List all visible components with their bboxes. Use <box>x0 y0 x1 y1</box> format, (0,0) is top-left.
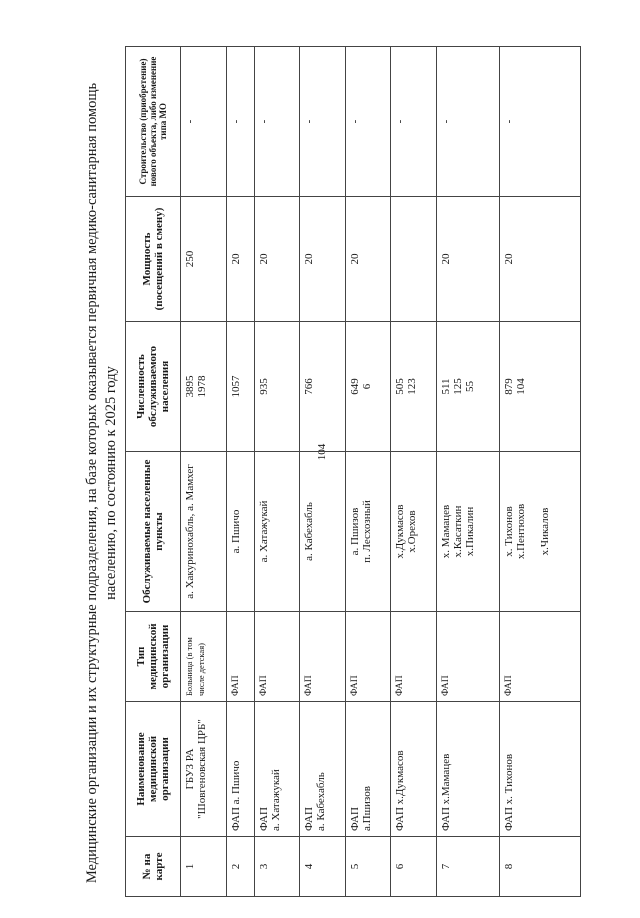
population-value: 123 <box>406 378 419 395</box>
organization-type-text: ФАП <box>440 675 451 696</box>
cell-number: 7 <box>436 837 499 897</box>
organization-type-text: ФАП <box>395 675 406 696</box>
col-header-number: № на карте <box>126 837 181 897</box>
cell-population <box>500 322 581 452</box>
cell-settlements <box>300 452 346 612</box>
settlement-line <box>527 457 539 606</box>
col-header-population: Численность обслуживаемого населения <box>126 322 181 452</box>
cell-settlements <box>345 452 391 612</box>
cell-capacity: 250 <box>181 197 227 322</box>
population-value: 649 <box>348 378 361 395</box>
table-row <box>300 47 346 897</box>
organization-name-line: ФАП а. Пшичо <box>229 760 242 831</box>
population-value: 511 <box>439 378 452 395</box>
settlement-line: а. Пшизов <box>348 507 361 556</box>
population-value: 125 <box>451 378 464 395</box>
cell-organization-name <box>391 702 437 837</box>
table-row <box>226 47 254 897</box>
organization-name-line: а. Кабехабль <box>315 772 328 831</box>
organization-type-text: ФАП <box>504 675 515 696</box>
organization-name-line: а. Хатажукай <box>269 769 282 831</box>
organization-type-text: Больница (в том числе детская) <box>184 637 206 696</box>
col-header-name: Наименование медицинской организации <box>126 702 181 837</box>
population-value: 1978 <box>196 375 208 398</box>
cell-organization-name <box>345 702 391 837</box>
settlement-line: х.Орехов <box>406 510 419 553</box>
cell-number: 6 <box>391 837 437 897</box>
organization-name-line: а.Пшизов <box>360 786 373 831</box>
table-header-row <box>126 47 181 897</box>
population-value: 3895 <box>184 375 196 398</box>
cell-organization-type <box>181 612 227 702</box>
cell-number: 5 <box>345 837 391 897</box>
col-header-type: Тип медицинской организации <box>126 612 181 702</box>
population-value: 1057 <box>229 375 242 398</box>
settlement-line: х.Пентюхов <box>515 503 528 560</box>
settlement-line: а. Хакуринохабль, а. Мамхег <box>184 464 196 599</box>
cell-capacity: 20 <box>254 197 300 322</box>
page-title: Медицинские организации и их структурные подразделения, на базе которых оказывается первичная медико-санитарная помощь населению, по состоянию к 2025 году <box>84 82 119 884</box>
cell-construction: - <box>300 47 346 197</box>
cell-population <box>391 322 437 452</box>
organization-name-line: ГБУЗ РА <box>184 748 196 790</box>
cell-settlements <box>226 452 254 612</box>
cell-organization-type <box>436 612 499 702</box>
table-row <box>436 47 499 897</box>
cell-population <box>254 322 300 452</box>
cell-organization-name <box>436 702 499 837</box>
settlement-line: х.Дукмасов <box>394 504 407 559</box>
population-value: 879 <box>503 378 516 395</box>
population-value: 505 <box>394 378 407 395</box>
page-number: 104 <box>316 443 328 461</box>
cell-capacity <box>391 197 437 322</box>
cell-organization-type <box>226 612 254 702</box>
cell-number: 1 <box>181 837 227 897</box>
cell-capacity: 20 <box>300 197 346 322</box>
organization-type-text: ФАП <box>230 675 241 696</box>
cell-settlements <box>500 452 581 612</box>
cell-construction: - <box>254 47 300 197</box>
cell-organization-name <box>181 702 227 837</box>
cell-population <box>300 322 346 452</box>
organization-name-line: ФАП х.Мамацев <box>439 753 452 831</box>
cell-construction: - <box>436 47 499 197</box>
organization-type-text: ФАП <box>349 675 360 696</box>
settlement-line: а. Хатажукай <box>257 500 270 563</box>
cell-number: 2 <box>226 837 254 897</box>
settlement-line: х. Тихонов <box>503 506 516 557</box>
settlement-line: х.Чикалов <box>539 507 552 556</box>
cell-organization-name <box>226 702 254 837</box>
settlement-line: х. Мамацев <box>439 504 452 559</box>
table-row <box>345 47 391 897</box>
settlement-line: х.Касаткин <box>451 505 464 558</box>
col-header-settlements: Обслуживаемые населенные пункты <box>126 452 181 612</box>
settlement-line: п. Лесхозный <box>360 500 373 563</box>
cell-number: 8 <box>500 837 581 897</box>
table-row <box>181 47 227 897</box>
table-container <box>125 47 581 897</box>
organization-name-line: ФАП <box>348 807 361 831</box>
cell-population <box>181 322 227 452</box>
cell-construction: - <box>181 47 227 197</box>
cell-capacity: 20 <box>500 197 581 322</box>
cell-organization-name <box>254 702 300 837</box>
cell-construction: - <box>391 47 437 197</box>
cell-construction: - <box>500 47 581 197</box>
cell-organization-type <box>500 612 581 702</box>
population-value: 104 <box>515 378 528 395</box>
population-value: 935 <box>257 378 270 395</box>
cell-number: 4 <box>300 837 346 897</box>
cell-capacity: 20 <box>345 197 391 322</box>
cell-population <box>345 322 391 452</box>
cell-organization-name <box>300 702 346 837</box>
organization-type-text: ФАП <box>304 675 315 696</box>
population-value: 6 <box>360 383 373 390</box>
cell-construction: - <box>226 47 254 197</box>
table-row <box>500 47 581 897</box>
cell-capacity: 20 <box>226 197 254 322</box>
organization-type-text: ФАП <box>258 675 269 696</box>
cell-organization-name <box>500 702 581 837</box>
cell-construction: - <box>345 47 391 197</box>
cell-organization-type <box>345 612 391 702</box>
organization-name-line: "Шовгеновская ЦРБ" <box>196 719 208 819</box>
cell-settlements <box>181 452 227 612</box>
organization-name-line: ФАП х. Тихонов <box>503 753 516 831</box>
population-value: 766 <box>303 378 316 395</box>
settlement-line: а. Кабехабль <box>303 502 316 561</box>
cell-settlements <box>436 452 499 612</box>
cell-population <box>436 322 499 452</box>
organization-name-line: ФАП <box>303 807 316 831</box>
cell-capacity: 20 <box>436 197 499 322</box>
cell-organization-type <box>254 612 300 702</box>
cell-settlements <box>391 452 437 612</box>
medical-organizations-table <box>125 46 581 897</box>
cell-organization-type <box>391 612 437 702</box>
table-row <box>254 47 300 897</box>
table-row <box>391 47 437 897</box>
population-value: 55 <box>463 381 476 392</box>
cell-population <box>226 322 254 452</box>
settlement-line: а. Пшичо <box>229 509 242 554</box>
cell-organization-type <box>300 612 346 702</box>
settlement-line: х.Пикалин <box>463 506 476 557</box>
organization-name-line: ФАП <box>257 807 270 831</box>
col-header-construction: Строительство (приобретение) нового объекта, либо изменение типа МО <box>126 47 181 197</box>
cell-number: 3 <box>254 837 300 897</box>
cell-settlements <box>254 452 300 612</box>
organization-name-line: ФАП х.Дукмасов <box>394 750 407 831</box>
col-header-capacity: Мощность (посещений в смену) <box>126 197 181 322</box>
